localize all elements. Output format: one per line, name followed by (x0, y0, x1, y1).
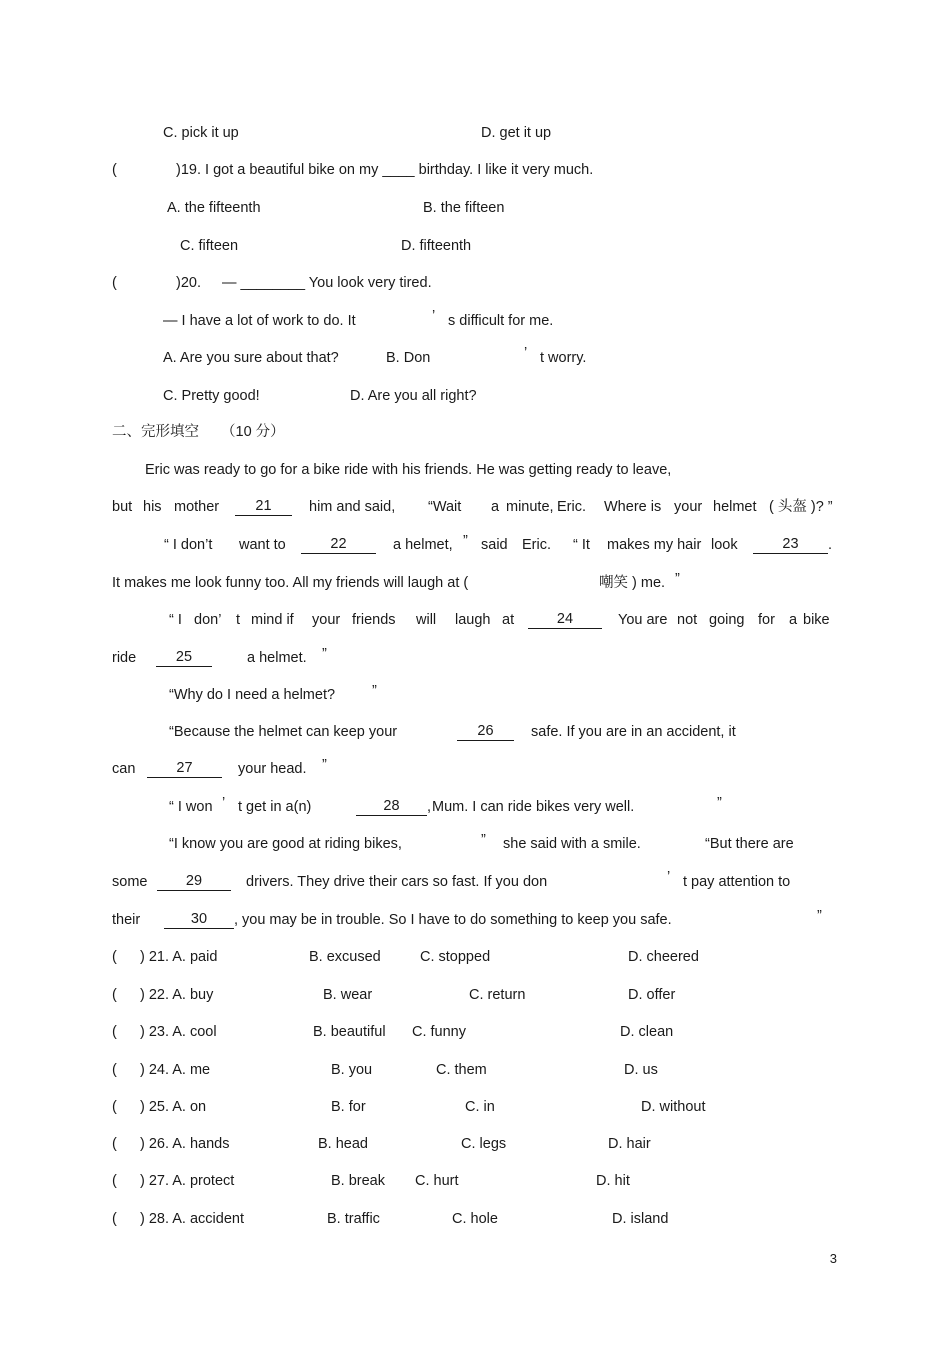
answer-option-d: D. cheered (628, 949, 699, 965)
answer-number-option-a: ) 24. A. me (140, 1062, 211, 1078)
passage-line-12b: t pay attention to (683, 874, 791, 890)
passage-word: your (312, 612, 341, 628)
passage-word: your (674, 499, 703, 515)
passage-word: not (677, 612, 698, 628)
answer-option-c: C. stopped (420, 949, 491, 965)
passage-line-1: Eric was ready to go for a bike ride with his friends. He was getting ready to leave, (145, 462, 672, 478)
passage-word: some (112, 874, 148, 890)
answer-number-option-a: ) 26. A. hands (140, 1136, 230, 1152)
passage-word: for (758, 612, 775, 628)
passage-word: “Wait (428, 499, 462, 515)
answer-option-c: C. funny (412, 1024, 466, 1040)
passage-word: will (416, 612, 437, 628)
passage-word: a (491, 499, 500, 515)
passage-line-11b: she said with a smile. (503, 836, 641, 852)
answer-option-c: C. legs (461, 1136, 507, 1152)
blank-26[interactable]: 26 (457, 723, 514, 741)
answer-option-c: C. hole (452, 1211, 498, 1227)
passage-word: your head. (238, 761, 307, 777)
answer-option-d: D. hit (596, 1173, 630, 1189)
answer-number-option-a: ) 22. A. buy (140, 987, 214, 1003)
answer-option-b: B. beautiful (313, 1024, 386, 1040)
answer-option-b: B. excused (309, 949, 381, 965)
answer-option-b: B. break (331, 1173, 385, 1189)
answer-number-option-a: ) 27. A. protect (140, 1173, 235, 1189)
blank-23[interactable]: 23 (753, 536, 828, 554)
passage-word: him and said, (309, 499, 396, 515)
passage-word: t get in a(n) (238, 799, 312, 815)
q19-stem: )19. I got a beautiful bike on my ____ birthday. I like it very much. (176, 162, 594, 178)
passage-word: ” (481, 832, 486, 848)
passage-word: a (789, 612, 798, 628)
passage-word: can (112, 761, 136, 777)
answer-option-b: B. you (331, 1062, 373, 1078)
passage-word: ” (463, 533, 468, 549)
passage-line-8b: safe. If you are in an accident, it (531, 724, 736, 740)
answer-paren: ( (112, 1173, 117, 1189)
q20-paren: ( (112, 275, 117, 291)
answer-option-d: D. offer (628, 987, 676, 1003)
q20-option-c: C. Pretty good! (163, 388, 260, 404)
passage-word: ’ (667, 869, 671, 885)
passage-line-13: you may be in trouble. So I have to do something to keep you safe. (242, 912, 672, 928)
passage-word: friends (352, 612, 396, 628)
blank-27[interactable]: 27 (147, 760, 222, 778)
passage-line-4b: 嘲笑 ) me. (599, 575, 666, 591)
passage-word: “ I (169, 612, 182, 628)
passage-word: said (481, 537, 508, 553)
blank-24[interactable]: 24 (528, 611, 602, 629)
passage-word: but (112, 499, 133, 515)
answer-number-option-a: ) 28. A. accident (140, 1211, 244, 1227)
answer-option-b: B. wear (323, 987, 373, 1003)
passage-word: ” (675, 571, 680, 587)
passage-word: t (236, 612, 241, 628)
answer-paren: ( (112, 1136, 117, 1152)
q18-option-c: C. pick it up (163, 125, 239, 141)
q19-option-b: B. the fifteen (423, 200, 505, 216)
passage-word: “ I won (169, 799, 213, 815)
passage-word: . (828, 537, 833, 553)
passage-word: a helmet, (393, 537, 453, 553)
answer-option-d: D. us (624, 1062, 658, 1078)
passage-word: ” (372, 683, 377, 699)
blank-29[interactable]: 29 (157, 873, 231, 891)
blank-30[interactable]: 30 (164, 911, 234, 929)
passage-word: minute, (506, 499, 554, 515)
blank-25[interactable]: 25 (156, 649, 212, 667)
answer-number-option-a: ) 25. A. on (140, 1099, 207, 1115)
passage-line-7: “Why do I need a helmet? (169, 687, 336, 703)
passage-word: a helmet. (247, 650, 307, 666)
q19-option-d: D. fifteenth (401, 238, 472, 254)
passage-word: Mum. I can ride bikes very well. (432, 799, 635, 815)
answer-number-option-a: ) 21. A. paid (140, 949, 218, 965)
q20-dialog-2a: — I have a lot of work to do. It (163, 313, 356, 329)
q20-option-a: A. Are you sure about that? (163, 350, 339, 366)
passage-word: Where is (604, 499, 662, 515)
q18-option-d: D. get it up (481, 125, 552, 141)
passage-word: , (427, 799, 432, 815)
passage-word: want to (239, 537, 286, 553)
passage-word: at (502, 612, 515, 628)
q20-option-b-part1: B. Don (386, 350, 431, 366)
answer-paren: ( (112, 1211, 117, 1227)
answer-option-b: B. for (331, 1099, 366, 1115)
passage-word: going (709, 612, 745, 628)
q20-apostrophe: ’ (432, 308, 436, 324)
passage-word: , (234, 912, 239, 928)
passage-line-11c: “But there are (705, 836, 794, 852)
passage-word: You are (618, 612, 668, 628)
passage-word: mind if (251, 612, 294, 628)
answer-option-c: C. them (436, 1062, 487, 1078)
passage-line-4a: It makes me look funny too. All my friends will laugh at ( (112, 575, 469, 591)
answer-paren: ( (112, 949, 117, 965)
section-heading: 二、完形填空 (112, 424, 199, 440)
q20-option-b-apos: ’ (524, 345, 528, 361)
answer-option-c: C. return (469, 987, 526, 1003)
q20-option-d: D. Are you all right? (350, 388, 477, 404)
passage-word: ” (717, 795, 722, 811)
passage-line-11a: “I know you are good at riding bikes, (169, 836, 402, 852)
answer-option-d: D. clean (620, 1024, 674, 1040)
answer-paren: ( (112, 1024, 117, 1040)
answer-number-option-a: ) 23. A. cool (140, 1024, 217, 1040)
passage-word: his (143, 499, 162, 515)
page-number: 3 (829, 1251, 837, 1266)
q19-paren: ( (112, 162, 117, 178)
q20-dialog-1: — ________ You look very tired. (222, 275, 432, 291)
passage-word: their (112, 912, 141, 928)
passage-word: “ I don’t (164, 537, 213, 553)
answer-option-d: D. without (641, 1099, 706, 1115)
q20-option-b-part2: t worry. (540, 350, 587, 366)
passage-word: bike (803, 612, 830, 628)
answer-option-b: B. head (318, 1136, 368, 1152)
passage-word: laugh (455, 612, 491, 628)
passage-word: ’ (222, 795, 226, 811)
answer-paren: ( (112, 987, 117, 1003)
passage-word: mother (174, 499, 220, 515)
blank-28[interactable]: 28 (356, 798, 427, 816)
q19-option-c: C. fifteen (180, 238, 239, 254)
passage-word: “ It (573, 537, 590, 553)
answer-paren: ( (112, 1099, 117, 1115)
passage-word: ride (112, 650, 137, 666)
answer-paren: ( (112, 1062, 117, 1078)
passage-word: don’ (194, 612, 222, 628)
passage-word: ” (322, 646, 327, 662)
blank-21[interactable]: 21 (235, 498, 292, 516)
passage-word: look (711, 537, 738, 553)
passage-word: ” (322, 757, 327, 773)
q20-dialog-2b: s difficult for me. (448, 313, 554, 329)
passage-word: Eric. (522, 537, 551, 553)
answer-option-c: C. hurt (415, 1173, 459, 1189)
answer-option-c: C. in (465, 1099, 495, 1115)
passage-word: ” (817, 908, 822, 924)
q20-stem: )20. (176, 275, 201, 291)
passage-word: Eric. (557, 499, 586, 515)
q19-option-a: A. the fifteenth (167, 200, 261, 216)
passage-line-8a: “Because the helmet can keep your (169, 724, 398, 740)
passage-word: makes my hair (607, 537, 702, 553)
answer-option-d: D. island (612, 1211, 669, 1227)
passage-line-12a: drivers. They drive their cars so fast. If you don (246, 874, 548, 890)
passage-word: ( 头盔 )? ” (769, 499, 833, 515)
passage-word: helmet (713, 499, 757, 515)
answer-option-d: D. hair (608, 1136, 651, 1152)
answer-option-b: B. traffic (327, 1211, 380, 1227)
section-score: （10 分） (221, 424, 285, 440)
blank-22[interactable]: 22 (301, 536, 376, 554)
